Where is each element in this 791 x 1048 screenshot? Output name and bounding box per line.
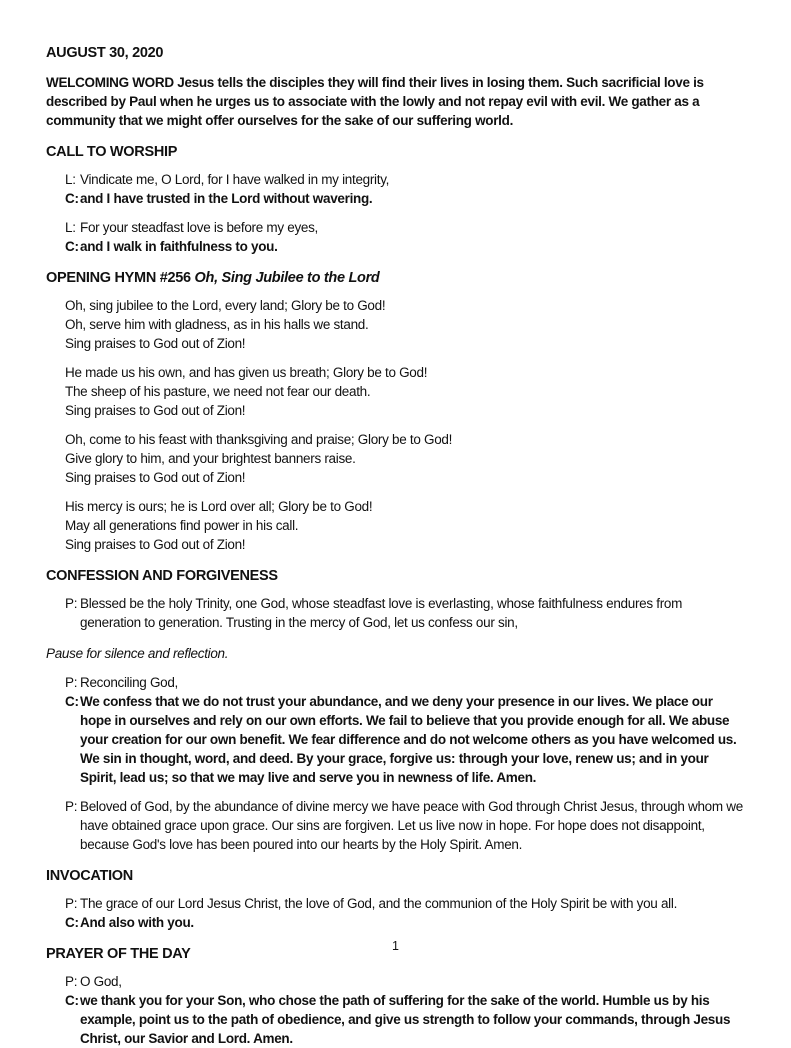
- service-date: AUGUST 30, 2020: [46, 45, 164, 61]
- verse-line: Sing praises to God out of Zion!: [65, 470, 246, 485]
- verse-line: Sing praises to God out of Zion!: [65, 537, 246, 552]
- congregation-row: [46, 692, 746, 787]
- speaker-label: C:: [65, 694, 79, 709]
- verse-line: May all generations find power in his call.: [65, 518, 299, 533]
- congregation-row: [46, 913, 746, 932]
- welcoming-word-label: WELCOMING WORD: [46, 75, 174, 90]
- confession-prayer-group: [46, 673, 746, 787]
- verse-line: Oh, come to his feast with thanksgiving and praise; Glory be to God!: [65, 432, 453, 447]
- verse-line: His mercy is ours; he is Lord over all; Glory be to God!: [65, 499, 373, 514]
- verse-line: The sheep of his pasture, we need not fear our death.: [65, 384, 371, 399]
- versicle-row: [46, 218, 746, 237]
- response-row: [46, 189, 746, 208]
- versicle-text: For your steadfast love is before my eyes,: [80, 220, 319, 235]
- prayer-of-the-day-group: [46, 972, 746, 1048]
- welcoming-word: [46, 73, 746, 130]
- opening-hymn-label: OPENING HYMN: [46, 270, 156, 286]
- leader-row: [46, 594, 746, 632]
- call-to-worship-heading: CALL TO WORSHIP: [46, 144, 178, 160]
- prayer-of-the-day-heading: PRAYER OF THE DAY: [46, 946, 191, 962]
- hymn-verse-2: [46, 363, 746, 420]
- congregation-text: we thank you for your Son, who chose the path of suffering for the sake of the world. Humble us by his example, point us to the path of obedience, and give us strength to follow your commands, through Jesus Christ, our Savior and Lord. Amen.: [80, 993, 731, 1046]
- speaker-label: P:: [65, 896, 78, 911]
- leader-text: O God,: [80, 974, 122, 989]
- response-row: [46, 237, 746, 256]
- verse-line: Give glory to him, and your brightest banners raise.: [65, 451, 356, 466]
- leader-row: [46, 797, 746, 854]
- speaker-label: C:: [65, 239, 79, 254]
- silence-rubric: Pause for silence and reflection.: [46, 646, 229, 661]
- versicle-row: [46, 170, 746, 189]
- hymn-verse-1: [46, 296, 746, 353]
- speaker-label: P:: [65, 974, 78, 989]
- hymn-title: Oh, Sing Jubilee to the Lord: [194, 270, 380, 286]
- welcoming-word-text: Jesus tells the disciples they will find their lives in losing them. Such sacrificial love is described by Paul when he urges us to associate with the lowly and not repay evil with evil. We gather as a community that we might offer ourselves for the sake of our suffering world.: [46, 75, 704, 128]
- call-to-worship-pair-2: [46, 218, 746, 256]
- leader-text: Reconciling God,: [80, 675, 179, 690]
- opening-hymn-heading: [46, 269, 746, 288]
- leader-text: Blessed be the holy Trinity, one God, whose steadfast love is everlasting, whose faithfulness endures from generation to generation. Trusting in the mercy of God, let us confess our sin,: [80, 596, 683, 630]
- congregation-text: And also with you.: [80, 915, 194, 930]
- leader-text: Beloved of God, by the abundance of divine mercy we have peace with God through Christ Jesus, through whom we have obtained grace upon grace. Our sins are forgiven. Let us live now in hope. For hope does not disappoint, because God's love has been poured into our hearts by the Holy Spirit. Amen.: [80, 799, 743, 852]
- invocation-heading: INVOCATION: [46, 868, 133, 884]
- verse-line: Sing praises to God out of Zion!: [65, 403, 246, 418]
- hymn-verse-4: [46, 497, 746, 554]
- verse-line: Oh, serve him with gladness, as in his halls we stand.: [65, 317, 369, 332]
- congregation-row: [46, 991, 746, 1048]
- confession-invitation: [46, 594, 746, 632]
- verse-line: Sing praises to God out of Zion!: [65, 336, 246, 351]
- leader-row: [46, 894, 746, 913]
- speaker-label: P:: [65, 675, 78, 690]
- speaker-label: P:: [65, 799, 78, 814]
- leader-text: The grace of our Lord Jesus Christ, the love of God, and the communion of the Holy Spirit be with you all.: [80, 896, 678, 911]
- speaker-label: C:: [65, 993, 79, 1008]
- absolution-group: [46, 797, 746, 854]
- congregation-text: We confess that we do not trust your abundance, and we deny your presence in our lives. We place our hope in ourselves and rely on our own efforts. We fail to believe that you provide enough for all. We abuse your creation for our own benefit. We fear difference and do not welcome others as you have welcomed us. We sin in thought, word, and deed. By your grace, forgive us: through your love, renew us; and in your Spirit, lead us; so that we may live and serve you in newness of life. Amen.: [80, 694, 737, 785]
- call-to-worship-pair-1: [46, 170, 746, 208]
- leader-row: [46, 972, 746, 991]
- speaker-label: L:: [65, 172, 76, 187]
- hymn-number: #256: [159, 270, 191, 286]
- leader-row: [46, 673, 746, 692]
- hymn-verse-3: [46, 430, 746, 487]
- verse-line: He made us his own, and has given us breath; Glory be to God!: [65, 365, 428, 380]
- response-text: and I walk in faithfulness to you.: [80, 239, 278, 254]
- invocation-group: [46, 894, 746, 932]
- confession-heading: CONFESSION AND FORGIVENESS: [46, 568, 278, 584]
- speaker-label: P:: [65, 596, 78, 611]
- speaker-label: C:: [65, 915, 79, 930]
- verse-line: Oh, sing jubilee to the Lord, every land; Glory be to God!: [65, 298, 386, 313]
- speaker-label: L:: [65, 220, 76, 235]
- response-text: and I have trusted in the Lord without wavering.: [80, 191, 373, 206]
- versicle-text: Vindicate me, O Lord, for I have walked in my integrity,: [80, 172, 390, 187]
- page-number: 1: [392, 939, 399, 953]
- speaker-label: C:: [65, 191, 79, 206]
